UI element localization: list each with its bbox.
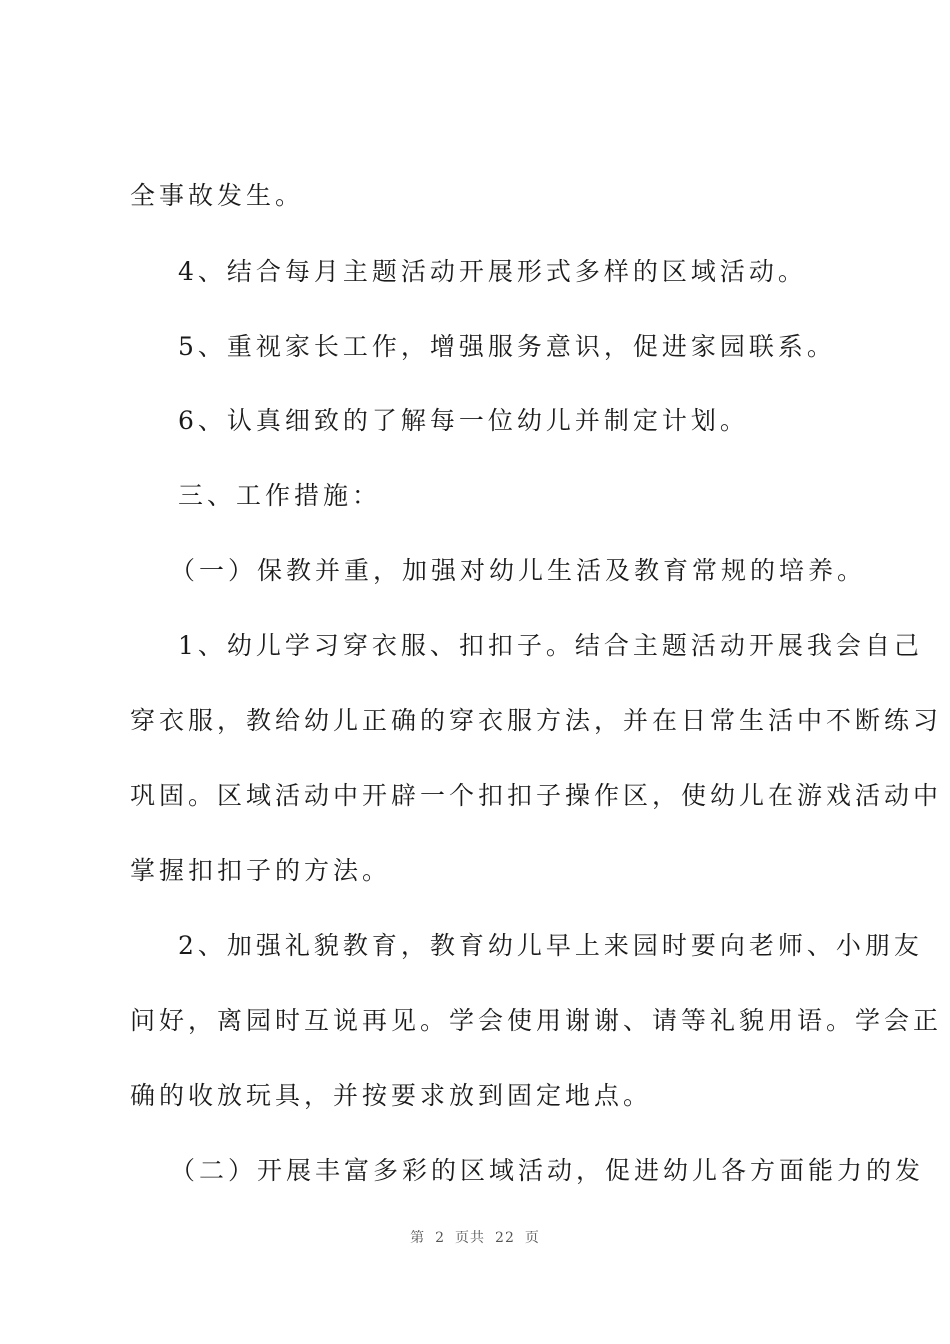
text-line-1: 全事故发生。 bbox=[130, 181, 305, 210]
text-line-4: 6、认真细致的了解每一位幼儿并制定计划。 bbox=[178, 406, 749, 435]
text-line-3: 5、重视家长工作，增强服务意识，促进家园联系。 bbox=[178, 332, 836, 361]
text-line-8: 穿衣服，教给幼儿正确的穿衣服方法，并在日常生活中不断练习 bbox=[130, 706, 943, 735]
footer-total-pages: 22 bbox=[495, 1230, 515, 1246]
text-line-9: 巩固。区域活动中开辟一个扣扣子操作区，使幼儿在游戏活动中 bbox=[130, 781, 943, 810]
subsection-heading-1: （一）保教并重，加强对幼儿生活及教育常规的培养。 bbox=[170, 556, 867, 585]
subsection-heading-2: （二）开展丰富多彩的区域活动，促进幼儿各方面能力的发 bbox=[170, 1156, 925, 1185]
footer-middle: 页共 bbox=[455, 1230, 486, 1246]
footer-page-number: 2 bbox=[435, 1230, 446, 1246]
text-line-11: 2、加强礼貌教育，教育幼儿早上来园时要向老师、小朋友 bbox=[178, 931, 923, 960]
section-heading: 三、工作措施： bbox=[178, 481, 382, 510]
footer-prefix: 第 bbox=[410, 1230, 426, 1246]
text-line-13: 确的收放玩具，并按要求放到固定地点。 bbox=[130, 1081, 653, 1110]
text-line-12: 问好，离园时互说再见。学会使用谢谢、请等礼貌用语。学会正 bbox=[130, 1006, 943, 1035]
text-line-10: 掌握扣扣子的方法。 bbox=[130, 856, 392, 885]
page-footer bbox=[0, 1228, 950, 1248]
text-line-2: 4、结合每月主题活动开展形式多样的区域活动。 bbox=[178, 257, 807, 286]
text-line-7: 1、幼儿学习穿衣服、扣扣子。结合主题活动开展我会自己 bbox=[178, 631, 923, 660]
footer-suffix: 页 bbox=[524, 1230, 540, 1246]
